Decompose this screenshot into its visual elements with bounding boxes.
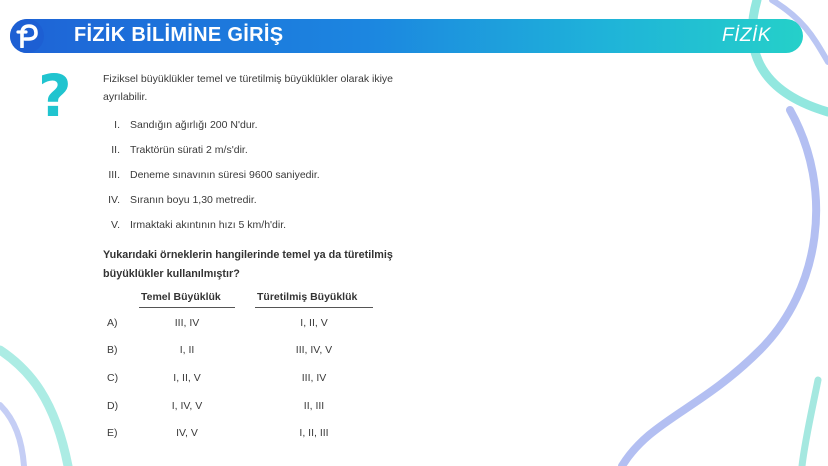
page-title: FİZİK BİLİMİNE GİRİŞ	[74, 24, 284, 46]
question-prompt: Yukarıdaki örneklerin hangilerinde temel ya da türetilmiş büyüklükler kullanılmıştır?	[103, 249, 393, 280]
item-number: IV.	[108, 194, 120, 206]
item-text: Sandığın ağırlığı 200 N'dur.	[130, 119, 258, 131]
option-temel-value: I, II, V	[173, 372, 201, 384]
option-temel-value: I, II	[179, 344, 195, 356]
header-bar	[10, 19, 803, 53]
option-letter: C)	[107, 372, 119, 384]
option-temel-value: IV, V	[176, 427, 198, 439]
item-text: Deneme sınavının süresi 9600 saniyedir.	[130, 169, 320, 181]
column-underline	[139, 307, 235, 308]
question-mark-icon: ?	[38, 62, 72, 130]
item-number: III.	[108, 169, 120, 181]
option-turetilmis-value: III, IV	[301, 372, 327, 384]
option-letter: B)	[107, 344, 118, 356]
option-turetilmis-value: II, III	[303, 400, 325, 412]
option-letter: A)	[107, 317, 118, 329]
option-turetilmis-value: III, IV, V	[295, 344, 333, 356]
subject-label: FİZİK	[722, 25, 771, 46]
item-text: Sıranın boyu 1,30 metredir.	[130, 194, 257, 206]
answer-option[interactable]	[103, 400, 433, 414]
item-text: Traktörün sürati 2 m/s'dir.	[130, 144, 248, 156]
column-header-temel: Temel Büyüklük	[141, 291, 221, 303]
option-letter: E)	[107, 427, 118, 439]
p-logo-icon	[10, 19, 44, 53]
item-number: II.	[111, 144, 120, 156]
answer-option[interactable]	[103, 317, 433, 331]
option-letter: D)	[107, 400, 119, 412]
option-temel-value: I, IV, V	[171, 400, 203, 412]
item-text: Irmaktaki akıntının hızı 5 km/h'dir.	[130, 219, 287, 231]
answer-option[interactable]	[103, 427, 433, 441]
answer-option[interactable]	[103, 344, 433, 358]
answer-option[interactable]	[103, 372, 433, 386]
option-turetilmis-value: I, II, III	[299, 427, 329, 439]
item-number: V.	[111, 219, 120, 231]
column-header-turetilmis: Türetilmiş Büyüklük	[257, 291, 358, 303]
option-turetilmis-value: I, II, V	[300, 317, 328, 329]
item-number: I.	[114, 119, 120, 131]
option-temel-value: III, IV	[174, 317, 200, 329]
column-underline	[255, 307, 373, 308]
question-intro: Fiziksel büyüklükler temel ve türetilmiş büyüklükler olarak ikiye ayrılabilir.	[103, 73, 394, 103]
